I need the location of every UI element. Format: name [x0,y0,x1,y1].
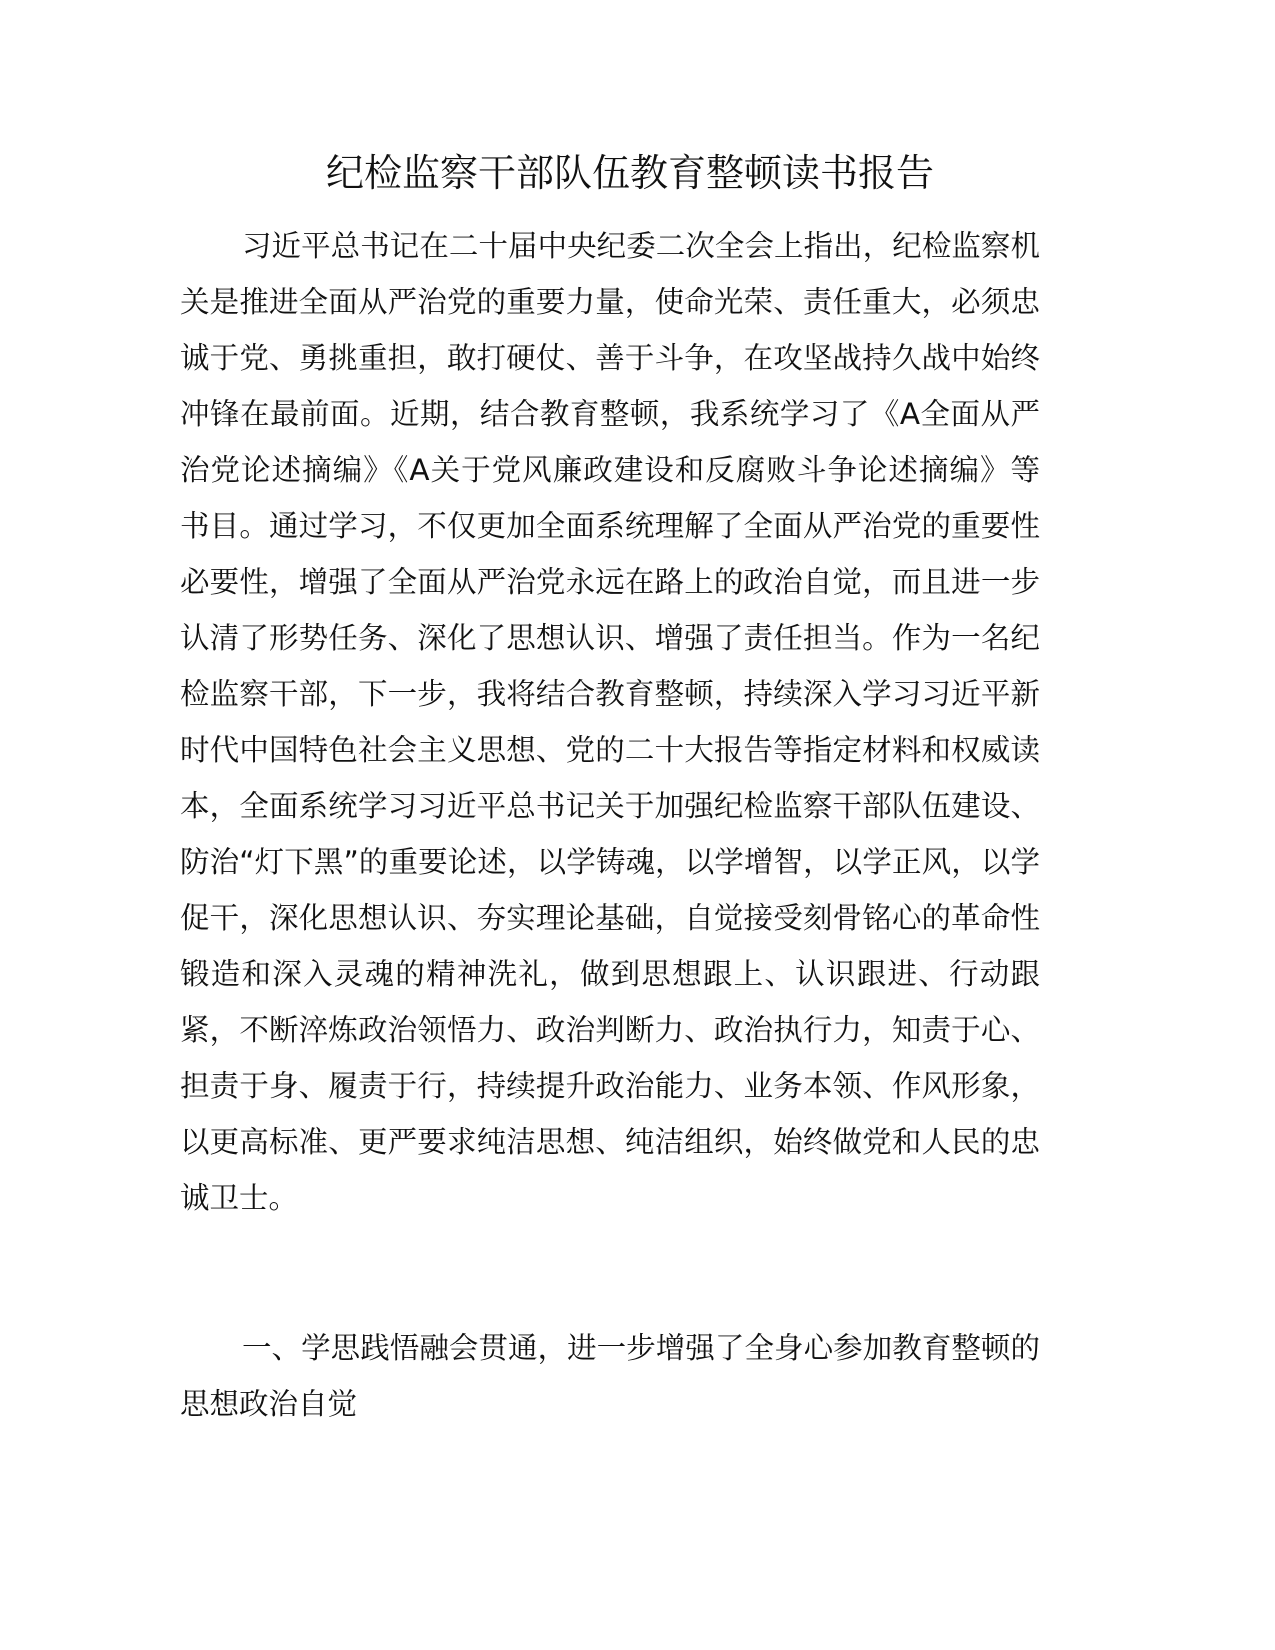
section-heading-paragraph: 一、学思践悟融会贯通，进一步增强了全身心参加教育整顿的思想政治自觉 [180,1331,1040,1421]
intro-paragraph: 习近平总书记在二十届中央纪委二次全会上指出，纪检监察机关是推进全面从严治党的重要力量，使命光荣、责任重大，必须忠诚于党、勇挑重担，敢打硬仗、善于斗争，在攻坚战持久战中始终冲锋在最前面。近期，结合教育整顿，我系统学习了《A全面从严治党论述摘编》《A关于党风廉政建设和反腐败斗争论述摘编》等书目。通过学习，不仅更加全面系统理解了全面从严治党的重要性必要性，增强了全面从严治党永远在路上的政治自觉，而且进一步认清了形势任务、深化了思想认识、增强了责任担当。作为一名纪检监察干部，下一步，我将结合教育整顿，持续深入学习习近平新时代中国特色社会主义思想、党的二十大报告等指定材料和权威读本，全面系统学习习近平总书记关于加强纪检监察干部队伍建设、防治“灯下黑”的重要论述，以学铸魂，以学增智，以学正风，以学促干，深化思想认识、夯实理论基础，自觉接受刻骨铭心的革命性锻造和深入灵魂的精神洗礼，做到思想跟上、认识跟进、行动跟紧，不断淬炼政治领悟力、政治判断力、政治执行力，知责于心、担责于身、履责于行，持续提升政治能力、业务本领、作风形象，以更高标准、更严要求纯洁思想、纯洁组织，始终做党和人民的忠诚卫士。 [180,229,1040,1215]
document-title: 纪检监察干部队伍教育整顿读书报告 [325,151,934,195]
